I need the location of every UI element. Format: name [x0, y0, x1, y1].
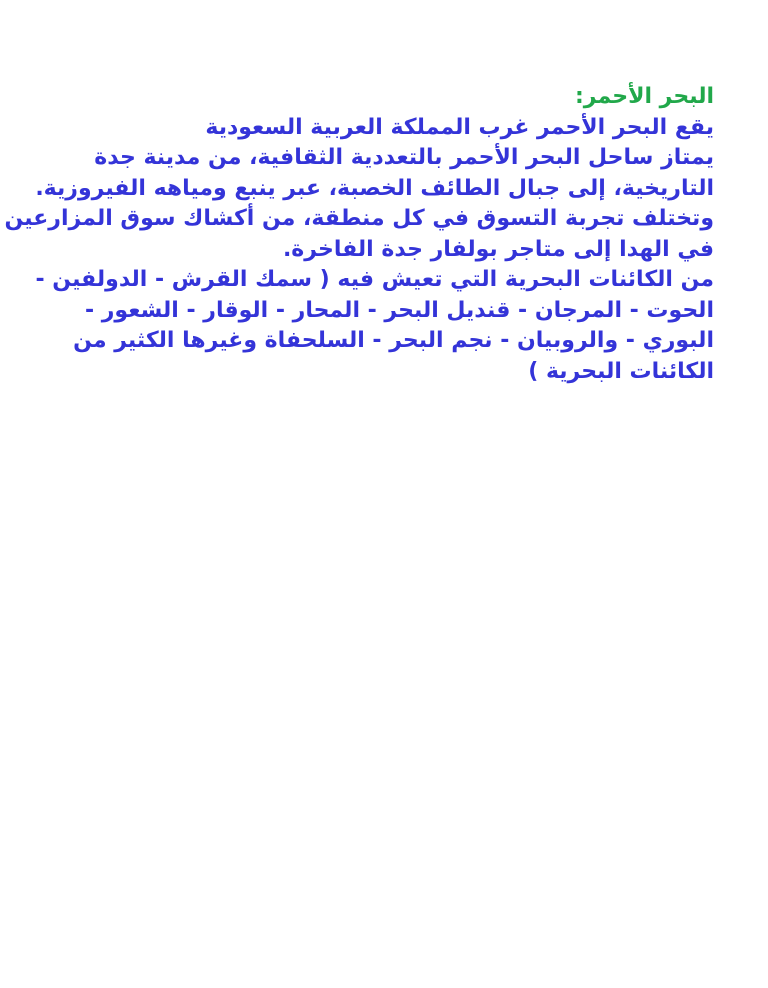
text-line: الكائنات البحرية ) [528, 358, 714, 384]
text-line: من الكائنات البحرية التي تعيش فيه ( سمك القرش - الدولفين - [35, 267, 714, 292]
document-text [4, 82, 714, 387]
text-line: وتختلف تجربة التسوق في كل منطقة، من أكشاك سوق المزارعين [4, 206, 714, 231]
text-line: البوري - والروبيان - نجم البحر - السلحفاة وغيرها الكثير من [73, 328, 714, 353]
text-line: الحوت - المرجان - قنديل البحر - المحار - الوقار - الشعور - [84, 297, 714, 323]
text-line: التاريخية، إلى جبال الطائف الخصبة، عبر ينبع ومياهه الفيروزية. [35, 175, 714, 201]
text-line: في الهدا إلى متاجر بولفار جدة الفاخرة. [282, 236, 714, 262]
text-line: يقع البحر الأحمر غرب المملكة العربية السعودية [205, 114, 714, 140]
section-heading: البحر الأحمر: [575, 84, 714, 109]
text-line: يمتاز ساحل البحر الأحمر بالتعددية الثقافية، من مدينة جدة [94, 145, 714, 170]
